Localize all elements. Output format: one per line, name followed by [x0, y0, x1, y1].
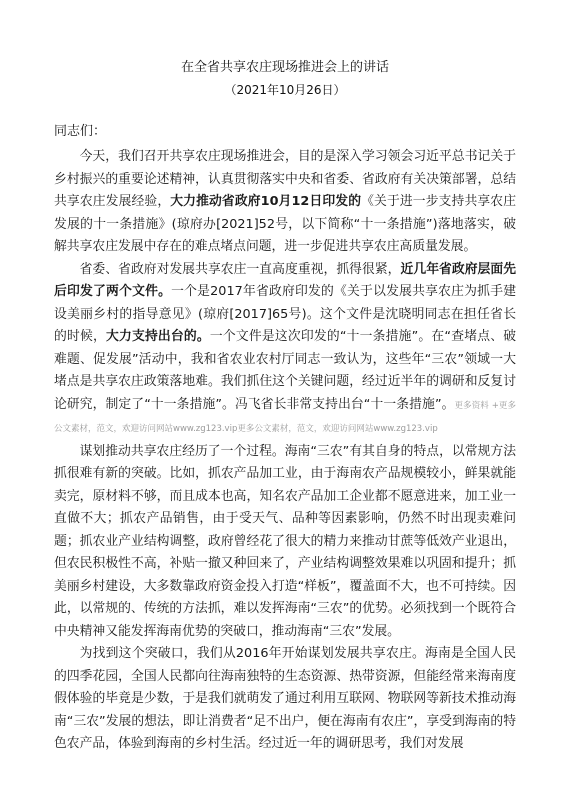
paragraph-1 [54, 146, 516, 259]
paragraph-3: 谋划推动共享农庄经历了一个过程。海南“三农”有其自身的特点，以常规方法抓很难有新的突破。比如，抓农产品加工业，由于海南农产品规模较小，鲜果就能卖完，原材料不够，而且成本也高，知名农产品加工企业都不愿意进来，加工业一直做不大；抓农产品销售，由于受天气、品种等因素影响，仍然不时出现卖难问题；抓农业产业结构调整，政府曾经花了很大的精力来推动甘蔗等低效产业退出，但农民积极性不高，补贴一撤又种回来了，产业结构调整效果难以巩固和提升；抓美丽乡村建设，大多数靠政府资金投入打造“样板”，覆盖面不大，也不可持续。因此，以常规的、传统的方法抓，难以发挥海南“三农”的优势。必须找到一个既符合中央精神又能发挥海南优势的突破口，推动海南“三农”发展。 [54, 443, 516, 639]
watermark-text-1: 更多资料 +更多公文素材，范文，欢迎访问网站www.zg123.vip [54, 400, 516, 434]
document-body [54, 146, 516, 756]
paragraph-2-part-c: 一个是2017年省政府印发的《关于以发展共享农庄为抓手建设美丽乡村的指导意见》(琼府[2017]65号)。这个文件是沈晓明同志在担任省长的时候， [54, 284, 516, 344]
paragraph-1-part-a: 今天，我们召开共享农庄现场推进会，目的是深入学习领会习近平总书记关于乡村振兴的重要论述精神，认真贯彻落实中央和省委、省政府有关决策部署，总结共享农庄发展经验， [54, 149, 516, 209]
paragraph-1-part-c: 《关于进一步支持共享农庄发展的十一条措施》(琼府办[2021]52号，以下简称“十一条措施”)落地落实，破解共享农庄发展中存在的难点堵点问题，进一步促进共享农庄高质量发展。 [54, 194, 517, 254]
paragraph-2-part-e: 一个文件是这次印发的“十一条措施”。在“查堵点、破难题、促发展”活动中，我和省农业农村厅同志一致认为，这些年“三农”领域一大堵点是共享农庄政策落地难。我们抓住这个关键问题，经过近半年的调研和反复讨论研究，制定了“十一条措施”。冯飞省长非常支持出台“十一条措施”。 [54, 329, 517, 412]
paragraph-2 [54, 259, 516, 441]
salutation: 同志们： [54, 124, 107, 139]
watermark-text-2: 更多公文素材，范文，欢迎访问网站www.zg123.vip [237, 424, 438, 434]
paragraph-2-part-d: 大力支持出台的。 [105, 329, 210, 344]
document-date: （2021年10月26日） [224, 83, 346, 97]
paragraph-1-part-b: 大力推动省政府10月12日印发的 [170, 194, 362, 209]
paragraph-2-part-b: 近几年省政府层面先后印发了两个文件。 [54, 261, 517, 299]
paragraph-2-part-a: 省委、省政府对发展共享农庄一直高度重视，抓得很紧， [79, 261, 401, 277]
paragraph-4: 为找到这个突破口，我们从2016年开始谋划发展共享农庄。海南是全国人民的四季花园，全国人民都向往海南独特的生态资源、热带资源，但能经常来海南度假体验的毕竟是少数，于是我们就萌发了通过利用互联网、物联网等新技术推动海南“三农”发展的想法，即让消费者“足不出户，便在海南有农庄”，享受到海南的特色农产品，体验到海南的乡村生活。经过近一年的调研思考，我们对发展 [54, 646, 516, 751]
document-title: 在全省共享农庄现场推进会上的讲话 [180, 60, 389, 75]
